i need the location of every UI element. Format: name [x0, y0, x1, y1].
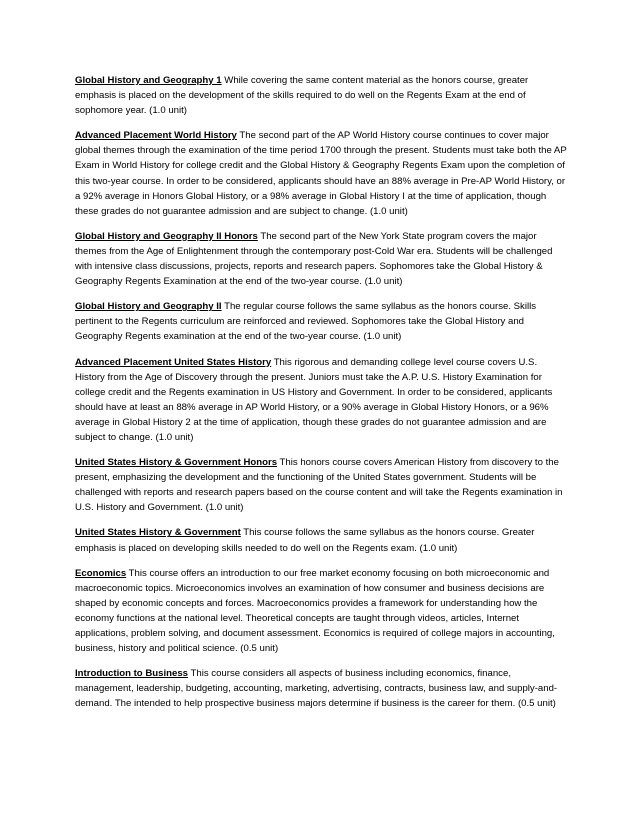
course-entry-intro-to-business — [75, 666, 567, 711]
course-description: The regular course follows the same syllabus as the honors course. Skills pertinent to the Regents curriculum are reinforced and reviewed. Sophomores take the Global History and Geography Regents examination at the end of the two-year course. (1.0 unit) — [75, 301, 537, 343]
course-entry-us-history — [75, 525, 567, 555]
course-title: Global History and Geography II — [75, 301, 222, 313]
course-description: This course follows the same syllabus as the honors course. Greater emphasis is placed on developing skills needed to do well on the Regents exam. (1.0 unit) — [75, 527, 535, 554]
course-entry-global-history-2-honors — [75, 229, 567, 289]
course-title: Global History and Geography II Honors — [75, 230, 258, 242]
course-entry-global-history-2 — [75, 299, 567, 344]
course-entry-economics — [75, 566, 567, 657]
course-description: This honors course covers American History from discovery to the present, emphasizing the development and the functioning of the United States government. Students will be challenged with reports and research papers based on the course content and will take the Regents examination in U.S. History and Government. (1.0 unit) — [75, 457, 563, 514]
course-catalog-page — [75, 73, 567, 721]
course-description: This course offers an introduction to our free market economy focusing on both microeconomic and macroeconomic topics. Microeconomics involves an examination of how consumer and business decisions are shaped by economic concepts and forces. Macroeconomics provides a framework for understanding how the economy functions at the national level. Theoretical concepts are taught through videos, articles, Internet applications, problem solving, and document assessment. Economics is required of college majors in accounting, business, history and political science. (0.5 unit) — [75, 567, 555, 655]
course-entry-ap-us-history — [75, 355, 567, 446]
course-description: While covering the same content material as the honors course, greater emphasis is placed on the development of the skills required to do well on the Regents Exam at the end of sophomore year. (1.0 unit) — [75, 75, 529, 117]
course-entry-us-history-honors — [75, 455, 567, 515]
course-description: The second part of the AP World History course continues to cover major global themes through the examination of the time period 1700 through the present. Students must take both the AP Exam in World History for college credit and the Global History & Geography Regents Exam upon the completion of this two-year course. In order to be considered, applicants should have an 88% average in Pre-AP World History, or a 92% average in Honors Global History, or a 98% average in Global History I at the time of application, though these grades do not guarantee admission and are subject to change. (1.0 unit) — [75, 130, 567, 217]
course-description: The second part of the New York State program covers the major themes from the Age of Enlightenment through the contemporary post-Cold War era. Students will be challenged with intensive class discussions, projects, reports and research papers. Sophomores take the Global History & Geography Regents Examination at the end of the two-year course. (1.0 unit) — [75, 230, 553, 288]
course-title: Advanced Placement United States History — [75, 356, 272, 368]
course-entry-global-history-1 — [75, 73, 567, 118]
course-title: United States History & Government — [75, 527, 241, 539]
course-title: Global History and Geography 1 — [75, 75, 222, 86]
course-description: This course considers all aspects of business including economics, finance, management, leadership, budgeting, accounting, marketing, advertising, contracts, business law, and supply-and-demand. The intended to help prospective business majors determine if business is the career for them. (0.5 unit) — [75, 668, 558, 710]
course-description: This rigorous and demanding college level course covers U.S. History from the Age of Discovery through the present. Juniors must take the A.P. U.S. History Examination for college credit and the Regents examination in US History and Government. In order to be considered, applicants should have at least an 88% average in AP World History, or a 90% average in Global History Honors, or a 96% average in Global History 2 at the time of application, though these grades do not guarantee admission and are subject to change. (1.0 unit) — [75, 356, 553, 443]
course-title: Introduction to Business — [75, 668, 188, 680]
course-title: Advanced Placement World History — [75, 130, 237, 142]
course-title: United States History & Government Honors — [75, 457, 278, 469]
course-title: Economics — [75, 567, 127, 579]
course-entry-ap-world-history — [75, 128, 567, 219]
